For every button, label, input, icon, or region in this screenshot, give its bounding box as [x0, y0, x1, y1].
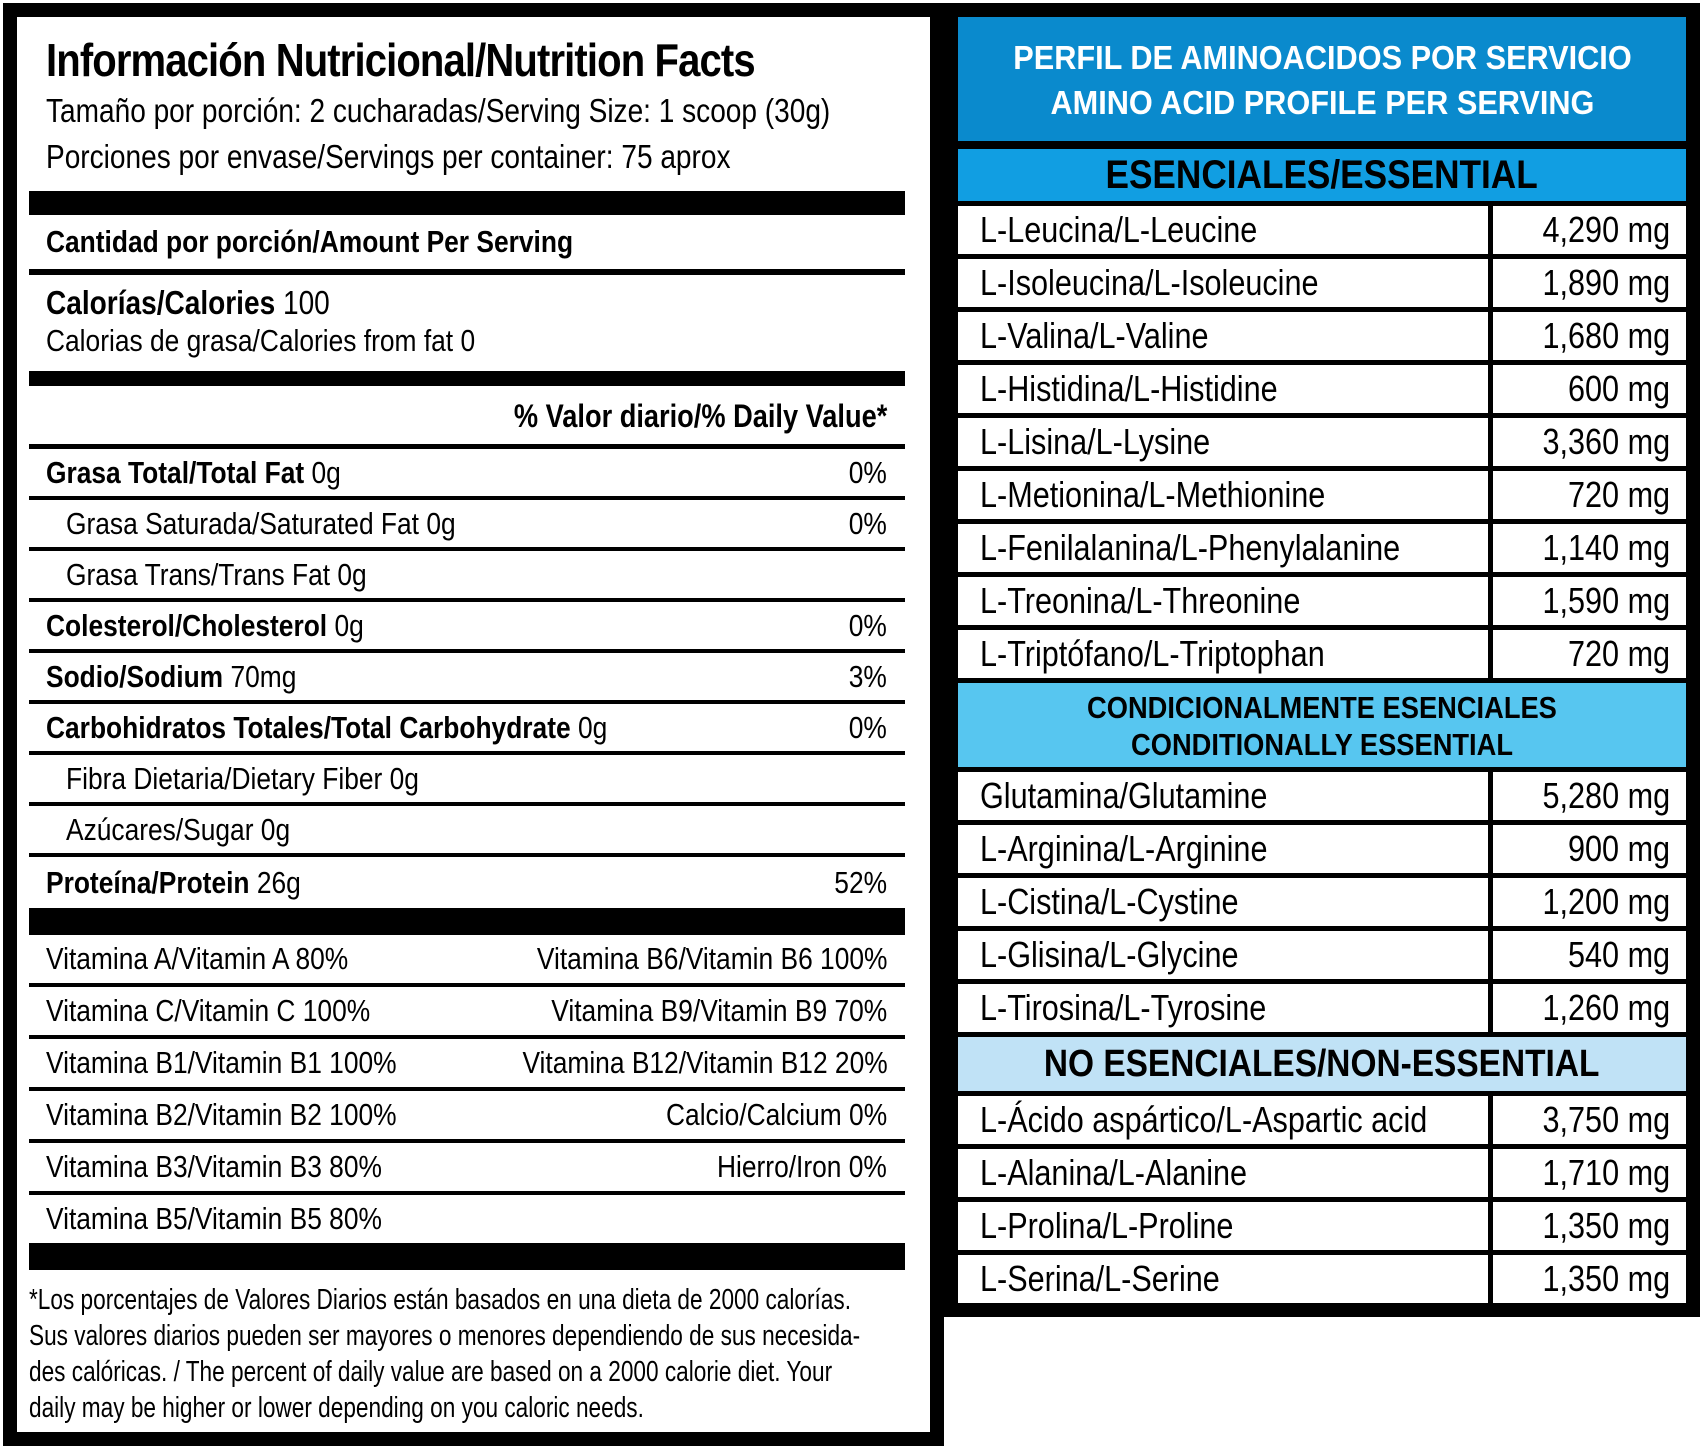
nutrient-amount: 0g: [570, 709, 608, 745]
amino-amount: 1,350 mg: [1542, 1205, 1670, 1246]
amino-row: [958, 772, 1686, 825]
amino-row: [958, 1096, 1686, 1149]
amino-section: [958, 1032, 1686, 1303]
amino-section: [958, 141, 1686, 678]
amino-row: [958, 1149, 1686, 1202]
amino-name: L-Triptófano/L-Triptophan: [980, 633, 1325, 674]
nutrient-amount: 0g: [253, 811, 291, 847]
amino-amount: 1,350 mg: [1542, 1258, 1670, 1299]
amino-amount: 720 mg: [1567, 633, 1670, 674]
amino-section-title: ESENCIALES/ESSENTIAL: [958, 141, 1686, 206]
amino-row: [958, 1202, 1686, 1255]
divider-bar-daily-value: [29, 371, 905, 386]
amino-row: [958, 418, 1686, 471]
amino-row: [958, 471, 1686, 524]
daily-value-footnote: [29, 1282, 905, 1426]
nutrient-label: Colesterol/Cholesterol: [46, 607, 328, 643]
nutrient-label: Sodio/Sodium: [46, 658, 224, 694]
nutrient-amount: 0g: [382, 760, 419, 796]
servings-per-container-line: Porciones por envase/Servings per container: 75 aprox: [46, 138, 731, 175]
amino-name: L-Serina/L-Serine: [980, 1258, 1220, 1299]
amino-name: L-Arginina/L-Arginine: [980, 828, 1268, 869]
vitamin-row: [29, 1039, 905, 1091]
amino-amount: 1,590 mg: [1542, 580, 1670, 621]
nutrient-amount: 70mg: [223, 658, 297, 694]
nutrient-row: [29, 500, 905, 551]
vitamin-left: Vitamina A/Vitamin A 80%: [46, 941, 349, 976]
nutrient-row: [29, 551, 905, 602]
amino-row: [958, 630, 1686, 678]
nutrient-amount: 0g: [304, 454, 341, 490]
nutrient-percent: 3%: [848, 658, 887, 694]
amino-row: [958, 984, 1686, 1032]
amino-header-line-es: PERFIL DE AMINOACIDOS POR SERVICIO: [1012, 39, 1632, 76]
vitamin-left: Vitamina C/Vitamin C 100%: [46, 993, 371, 1028]
nutrient-percent: 0%: [848, 709, 887, 745]
amino-name: L-Histidina/L-Histidine: [980, 368, 1278, 409]
divider-bar-footnote: [29, 1243, 905, 1270]
nutrient-amount: 0g: [419, 505, 456, 541]
amino-row: [958, 206, 1686, 259]
nutrient-amount: 26g: [249, 864, 301, 900]
amino-name: L-Tirosina/L-Tyrosine: [980, 987, 1267, 1028]
amino-name: L-Glisina/L-Glycine: [980, 934, 1239, 975]
amino-amount: 1,710 mg: [1542, 1152, 1670, 1193]
vitamin-row: [29, 1143, 905, 1195]
nutrient-percent: 0%: [848, 607, 887, 643]
divider-bar-vitamins: [29, 908, 905, 935]
nutrient-label: Azúcares/Sugar: [66, 811, 254, 847]
amino-amount: 3,360 mg: [1542, 421, 1670, 462]
divider-bar-top: [29, 191, 905, 215]
amino-amount: 1,200 mg: [1542, 881, 1670, 922]
amino-amount: 900 mg: [1567, 828, 1670, 869]
nutrient-row: [29, 653, 905, 704]
nutrient-percent: 0%: [848, 505, 887, 541]
vitamin-right: Hierro/Iron 0%: [717, 1149, 887, 1184]
amino-name: L-Alanina/L-Alanine: [980, 1152, 1248, 1193]
nutrient-rows: [29, 449, 905, 908]
amino-section-title: NO ESENCIALES/NON-ESSENTIAL: [958, 1032, 1686, 1096]
amino-row: [958, 878, 1686, 931]
amino-amount: 600 mg: [1567, 368, 1670, 409]
footnote-line: des calóricas. / The percent of daily value are based on a 2000 calorie diet. Your: [29, 1356, 833, 1388]
amino-name: L-Prolina/L-Proline: [980, 1205, 1234, 1246]
nutrient-percent: 0%: [848, 454, 887, 490]
vitamin-right: Calcio/Calcium 0%: [665, 1097, 887, 1132]
nutrient-amount: 0g: [327, 607, 364, 643]
vitamin-left: Vitamina B5/Vitamin B5 80%: [46, 1201, 382, 1236]
nutrient-row: [29, 704, 905, 755]
amino-panel-header: [958, 17, 1686, 141]
nutrient-percent: 52%: [834, 864, 887, 900]
amino-row: [958, 365, 1686, 418]
serving-size-line: Tamaño por porción: 2 cucharadas/Serving Size: 1 scoop (30g): [46, 92, 831, 129]
amino-row: [958, 931, 1686, 984]
calories-label: Calorías/Calories: [46, 284, 276, 321]
amino-name: L-Lisina/L-Lysine: [980, 421, 1211, 462]
nutrient-row: [29, 755, 905, 806]
amino-amount: 540 mg: [1567, 934, 1670, 975]
nutrition-facts-panel: [3, 3, 944, 1446]
amino-amount: 1,680 mg: [1542, 315, 1670, 356]
amino-acid-panel: [944, 3, 1700, 1317]
amino-row: [958, 524, 1686, 577]
vitamin-right: Vitamina B6/Vitamin B6 100%: [536, 941, 887, 976]
amino-section: [958, 678, 1686, 1032]
vitamin-row: [29, 1091, 905, 1143]
amino-name: L-Cistina/L-Cystine: [980, 881, 1239, 922]
footnote-line: Sus valores diarios pueden ser mayores o menores dependiendo de sus necesida-: [29, 1320, 861, 1352]
nutrient-label: Grasa Saturada/Saturated Fat: [66, 505, 420, 541]
nutrient-row: [29, 806, 905, 857]
nutrient-label: Carbohidratos Totales/Total Carbohydrate: [46, 709, 571, 745]
amino-name: L-Fenilalanina/L-Phenylalanine: [980, 527, 1401, 568]
nutrient-amount: 0g: [330, 556, 367, 592]
amino-section-rows: [958, 1096, 1686, 1303]
amino-row: [958, 259, 1686, 312]
calories-line: [46, 283, 905, 323]
amino-amount: 1,260 mg: [1542, 987, 1670, 1028]
nutrient-row: [29, 449, 905, 500]
amino-row: [958, 577, 1686, 630]
vitamin-left: Vitamina B1/Vitamin B1 100%: [46, 1045, 397, 1080]
amino-section-rows: [958, 772, 1686, 1032]
calories-value: 100: [282, 284, 330, 321]
vitamin-left: Vitamina B3/Vitamin B3 80%: [46, 1149, 382, 1184]
amino-amount: 1,890 mg: [1542, 262, 1670, 303]
amount-per-serving-header: Cantidad por porción/Amount Per Serving: [29, 223, 905, 275]
vitamin-row: [29, 1195, 905, 1243]
nutrient-label: Grasa Total/Total Fat: [46, 454, 305, 490]
nutrient-label: Proteína/Protein: [46, 864, 250, 900]
vitamin-rows: [29, 935, 905, 1243]
amino-row: [958, 825, 1686, 878]
calories-from-fat-line: Calorias de grasa/Calories from fat 0: [46, 323, 476, 358]
amino-name: L-Valina/L-Valine: [980, 315, 1209, 356]
amino-name: L-Ácido aspártico/L-Aspartic acid: [980, 1099, 1428, 1140]
amino-section-rows: [958, 206, 1686, 678]
nutrition-title-text: Información Nutricional/Nutrition Facts: [46, 34, 755, 86]
amino-name: L-Isoleucina/L-Isoleucine: [980, 262, 1319, 303]
footnote-line: *Los porcentajes de Valores Diarios están basados en una dieta de 2000 calorías.: [29, 1284, 851, 1316]
amino-sections: [958, 141, 1686, 1303]
amino-section-title: CONDICIONALMENTE ESENCIALES CONDITIONALLY ESSENTIAL: [958, 678, 1686, 772]
amino-amount: 3,750 mg: [1542, 1099, 1670, 1140]
vitamin-right: Vitamina B9/Vitamin B9 70%: [551, 993, 887, 1028]
amino-amount: 1,140 mg: [1542, 527, 1670, 568]
nutrition-title: [46, 35, 905, 85]
daily-value-header: % Valor diario/% Daily Value*: [29, 386, 905, 449]
amino-header-line-en: AMINO ACID PROFILE PER SERVING: [1050, 84, 1594, 121]
nutrient-row: [29, 602, 905, 653]
amino-row: [958, 312, 1686, 365]
footnote-line: daily may be higher or lower depending on you caloric needs.: [29, 1392, 644, 1424]
nutrient-label: Grasa Trans/Trans Fat: [66, 556, 331, 592]
amino-name: L-Metionina/L-Methionine: [980, 474, 1326, 515]
vitamin-right: Vitamina B12/Vitamin B12 20%: [522, 1045, 889, 1080]
vitamin-left: Vitamina B2/Vitamin B2 100%: [46, 1097, 397, 1132]
amino-name: L-Leucina/L-Leucine: [980, 209, 1258, 250]
nutrient-label: Fibra Dietaria/Dietary Fiber: [66, 760, 383, 796]
vitamin-row: [29, 935, 905, 987]
vitamin-row: [29, 987, 905, 1039]
amino-row: [958, 1255, 1686, 1303]
amino-amount: 720 mg: [1567, 474, 1670, 515]
amino-name: Glutamina/Glutamine: [980, 775, 1268, 816]
amino-amount: 4,290 mg: [1542, 209, 1670, 250]
amino-amount: 5,280 mg: [1542, 775, 1670, 816]
nutrient-row: [29, 857, 905, 908]
amino-name: L-Treonina/L-Threonine: [980, 580, 1301, 621]
